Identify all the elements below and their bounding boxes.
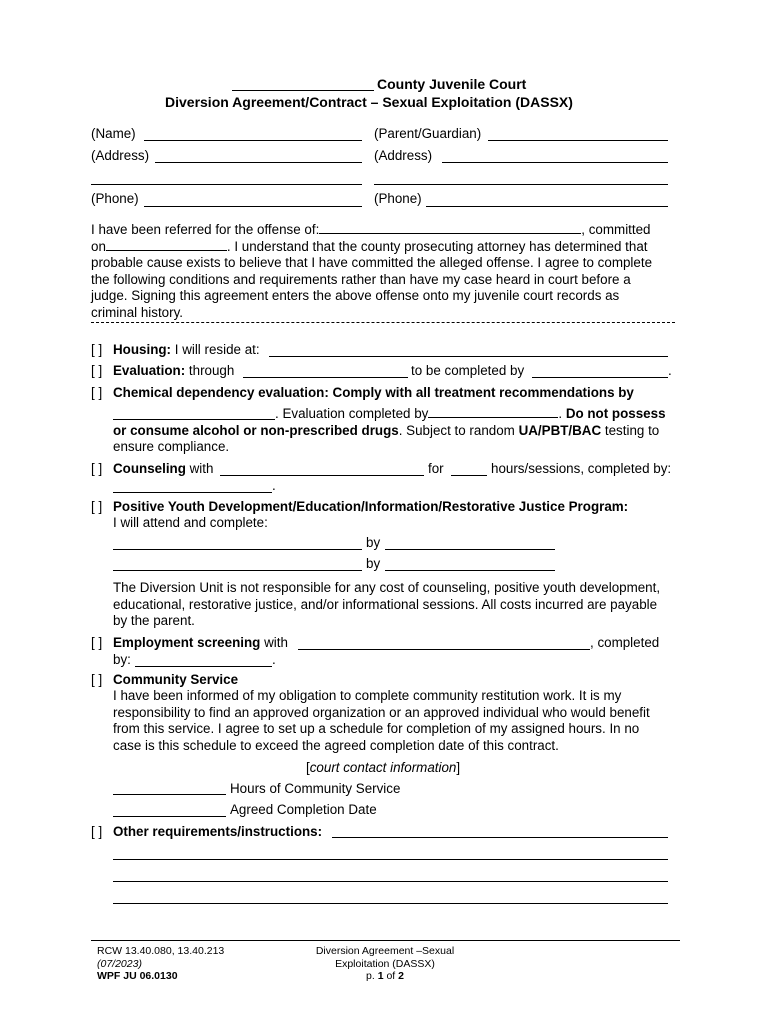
chemical-l3d: testing to [604,423,660,438]
housing-checkbox[interactable]: [ ] [91,342,103,357]
chemical-l2b: . [558,406,563,421]
court-title: County Juvenile Court [377,76,527,92]
intro-line1a: I have been referred for the offense of: [91,222,320,237]
community-checkbox[interactable]: [ ] [91,672,103,687]
community-date-field[interactable] [113,816,226,817]
offense-field[interactable] [319,222,581,234]
counseling-label: Counseling [113,461,186,476]
housing-text: I will reside at: [174,342,260,357]
address-field[interactable] [155,162,362,163]
page-prefix: p. [366,970,375,982]
footer-doc2: Exploitation (DASSX) [335,957,435,970]
counseling-end: . [272,478,276,493]
other-checkbox[interactable]: [ ] [91,824,103,839]
court-contact-open: [ [306,760,310,775]
footer-doc1: Diversion Agreement –Sexual [315,945,455,957]
community-l4: case is this schedule to exceed the agreed completion date of this contract. [113,737,559,753]
intro-line2b: . I understand that the county prosecuting attorney has determined that [226,238,648,254]
community-l3: from this service. I agree to set up a schedule for completion of my assigned hours. In no [113,721,640,736]
youth-p3: by the parent. [113,613,195,628]
evaluation-end: . [668,363,672,378]
employment-provider-field[interactable] [298,649,590,650]
form-title: Diversion Agreement/Contract – Sexual Exploitation (DASSX) [165,94,573,110]
other-field-2[interactable] [113,859,668,860]
evaluation-through: through [188,363,235,378]
footer-form: WPF JU 06.0130 [97,970,178,982]
intro-line5: judge. Signing this agreement enters the above offense onto my juvenile court records as [91,288,620,303]
court-contact-close: ] [456,760,461,775]
court-contact-text: court contact information [309,760,457,775]
youth-program-field-2[interactable] [113,570,362,571]
parent-label: (Parent/Guardian) [374,126,482,141]
youth-program-field-1[interactable] [113,549,362,550]
youth-cost-paragraph [113,580,660,630]
intro-line4: the following conditions and requirements rather than have my case heard in court before a [91,271,631,287]
chemical-eval-field[interactable] [428,406,558,418]
page-number: 1 [377,970,384,982]
youth-p2: educational, restorative justice, and/or informational sessions. All costs incurred are payable [113,596,658,612]
youth-date-field-2[interactable] [385,570,555,571]
employment-completed: , completed [590,635,660,650]
footer-rule [91,940,680,941]
chemical-l2c: Do not possess [565,406,666,421]
counseling-with: with [189,461,214,476]
other-label: Other requirements/instructions: [113,824,323,839]
employment-by: by: [113,652,131,667]
counseling-date-field[interactable] [113,492,272,493]
footer-date: (07/2023) [97,957,142,970]
chemical-l3b: . Subject to random [398,423,515,438]
intro-line2a: on [91,238,106,254]
youth-attend: I will attend and complete: [113,515,268,530]
name-field[interactable] [144,140,362,141]
page-of: of [386,970,396,982]
footer-page [300,970,470,983]
address-label: (Address) [91,148,150,163]
employment-end: . [272,652,276,667]
youth-by-1: by [366,535,381,550]
phone-field[interactable] [144,206,362,207]
county-blank[interactable] [232,90,374,91]
evaluation-checkbox[interactable]: [ ] [91,363,103,378]
evaluation-row [113,363,234,378]
counseling-row [113,461,213,476]
parent-address-field-2[interactable] [374,184,668,185]
chemical-l3c: UA/PBT/BAC [518,423,602,438]
community-l2: responsibility to find an approved organization or an approved individual who would benefit [113,704,650,720]
parent-phone-label: (Phone) [374,191,422,206]
employment-checkbox[interactable]: [ ] [91,635,103,650]
chemical-row2 [275,406,666,421]
other-field-4[interactable] [113,903,668,904]
employment-row [113,635,288,650]
community-hours-label: Hours of Community Service [230,781,401,796]
chemical-row3 [113,423,659,438]
housing-label: Housing: [113,342,172,357]
other-field-3[interactable] [113,881,668,882]
footer-rcw: RCW 13.40.080, 13.40.213 [97,945,225,957]
chemical-checkbox[interactable]: [ ] [91,385,103,400]
name-label: (Name) [91,126,136,141]
housing-field[interactable] [269,356,668,357]
other-field-1[interactable] [332,837,668,838]
community-paragraph [113,688,650,754]
page-total: 2 [398,970,404,982]
parent-address-label: (Address) [374,148,433,163]
community-l1: I have been informed of my obligation to complete community restitution work. It is my [113,688,622,703]
offense-date-field[interactable] [106,239,227,251]
youth-label: Positive Youth Development/Education/Information/Restorative Justice Program: [113,499,629,514]
address-field-2[interactable] [91,184,362,185]
intro-line1b: , committed [581,222,651,237]
chemical-l2a: . Evaluation completed by [275,406,429,421]
counseling-hours-field[interactable] [451,475,487,476]
counseling-hours: hours/sessions, completed by: [491,461,672,476]
chemical-label: Chemical dependency evaluation: Comply with all treatment recommendations by [113,385,634,400]
community-hours-field[interactable] [113,794,226,795]
evaluation-completed-by: to be completed by [411,363,525,378]
youth-by-2: by [366,556,381,571]
evaluation-through-field[interactable] [243,377,408,378]
community-label: Community Service [113,672,239,687]
intro-paragraph [91,222,652,321]
chemical-l4: ensure compliance. [113,439,230,454]
employment-label: Employment screening [113,635,261,650]
youth-p1: The Diversion Unit is not responsible for any cost of counseling, positive youth development, [113,580,661,595]
footer-center [300,945,470,983]
counseling-for: for [428,461,444,476]
parent-phone-field[interactable] [426,206,668,207]
intro-line6: criminal history. [91,304,184,320]
evaluation-label: Evaluation: [113,363,186,378]
evaluation-date-field[interactable] [532,377,668,378]
footer-left [97,945,224,983]
dashed-divider [91,322,675,323]
parent-field[interactable] [488,140,668,141]
counseling-checkbox[interactable]: [ ] [91,461,103,476]
phone-label: (Phone) [91,191,139,206]
youth-date-field-1[interactable] [385,549,555,550]
employment-date-field[interactable] [135,666,272,667]
intro-line3: probable cause exists to believe that I have committed the alleged offense. I agree to complete [91,255,653,270]
youth-checkbox[interactable]: [ ] [91,499,103,514]
housing-row [113,342,260,357]
counseling-provider-field[interactable] [220,475,424,476]
court-contact [306,760,460,775]
chemical-l3a: or consume alcohol or non-prescribed drugs [113,423,399,438]
parent-address-field[interactable] [442,162,668,163]
employment-with: with [264,635,288,650]
chemical-date-field[interactable] [113,419,275,420]
community-date-label: Agreed Completion Date [230,802,377,817]
